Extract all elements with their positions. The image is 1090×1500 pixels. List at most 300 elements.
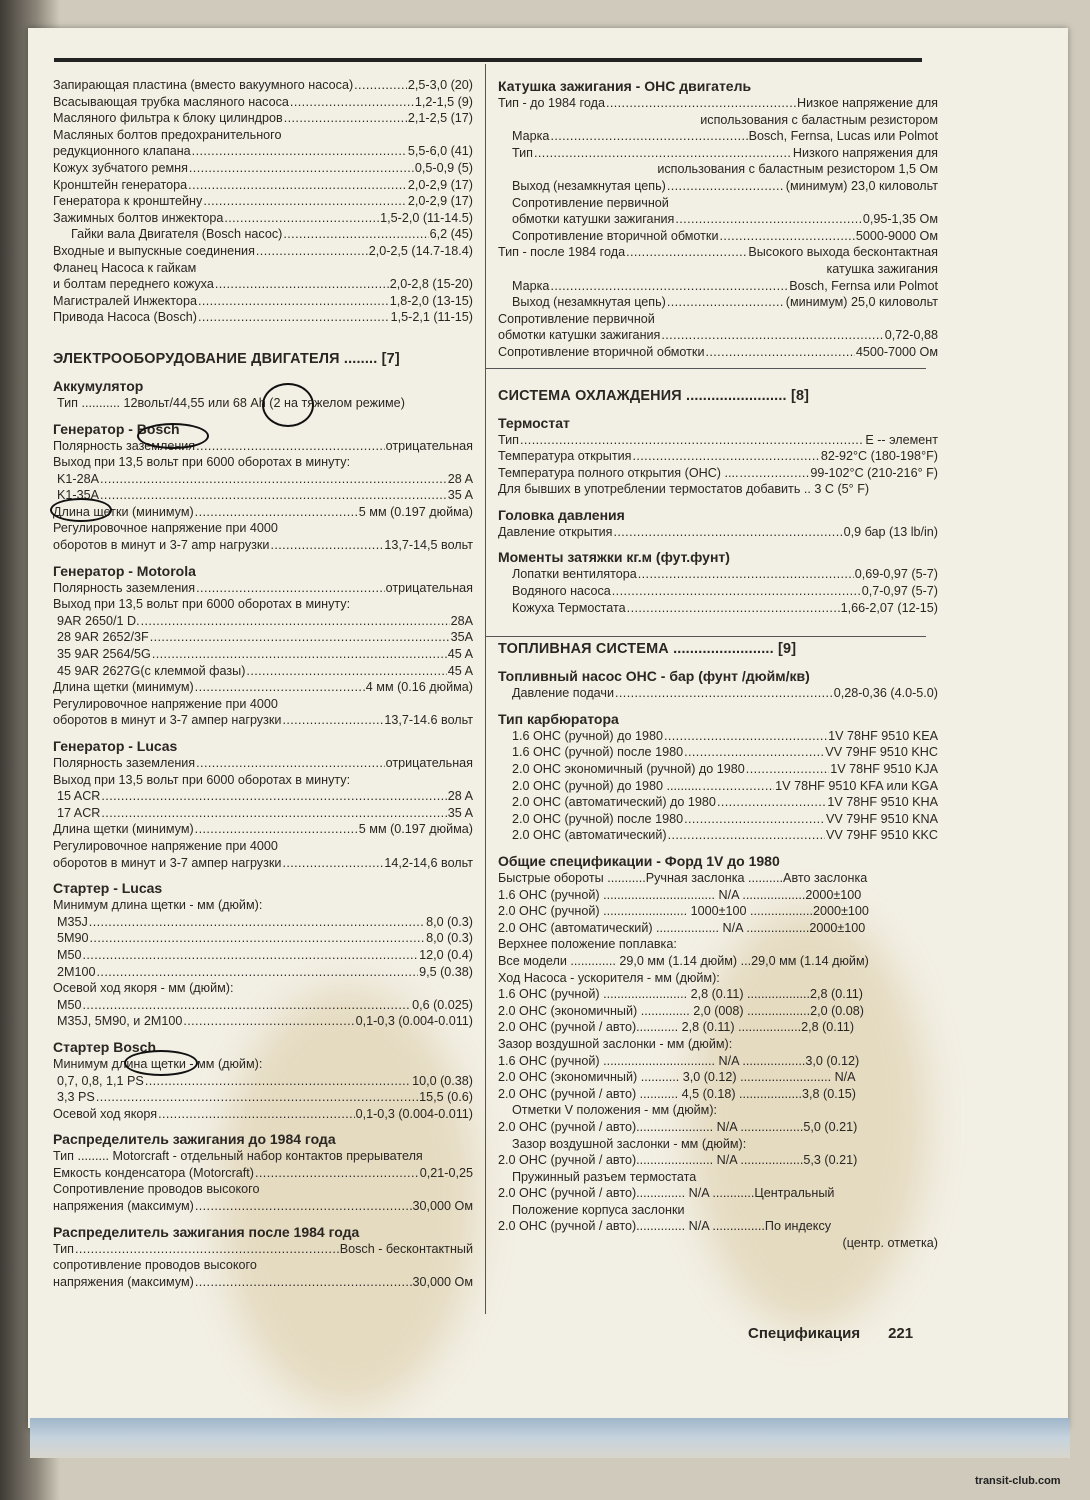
spec-label: оборотов в минут и 3-7 ампер нагрузки [53,855,282,870]
dot-leader [550,278,788,295]
right-column [498,73,938,1260]
spec-label: Осевой ход якоря [53,1106,158,1121]
spec-row [498,465,938,482]
ignition-coil-section [498,77,938,361]
spec-label: Тип [498,432,519,447]
spec-text: Сопротивление первичной [498,311,655,326]
spec-text: Минимум длина щетки - мм (дюйм): [53,898,263,913]
spec-text: 2.0 ОНС (ручной / авто).............. N/A ...............По индексу [498,1219,832,1234]
spec-text: Все модели ............. 29,0 мм (1.14 дюйм) ...29,0 мм (1.14 дюйм) [498,953,869,968]
spec-value: отрицательная [385,438,473,453]
footer-title: Спецификация [748,1325,861,1342]
spec-value: 0,69-0,97 (5-7) [854,567,938,582]
spec-value: Bosch, Fernsa или Polmot [789,278,938,293]
dot-leader [196,755,384,772]
dot-leader [613,524,842,541]
starter-bosch-section [53,1038,473,1122]
spec-text: Сопротивление проводов высокого [53,1182,260,1197]
spec-label: Тип - до 1984 года [498,96,605,110]
spec-row [53,177,473,194]
spec-value: 6,2 (45) [429,227,473,242]
top-rule [54,58,922,62]
spec-value: 4 мм (0.16 дюйма) [365,680,473,695]
spec-label: 35 9AR 2564/5G [57,647,151,662]
spec-label: Привода Насоса (Bosch) [53,310,197,325]
dot-leader [717,794,826,811]
spec-value: 2,0-2,8 (15-20) [389,277,473,292]
spec-text: Регулировочное напряжение при 4000 [53,521,278,536]
page-footer [748,1325,913,1342]
spec-label: Магистралей Инжектора [53,293,197,308]
spec-row [53,276,473,293]
spec-label: Тип - после 1984 года [498,245,626,260]
spec-label: Длина щетки (минимум) [53,504,194,519]
spec-value: 45 A [447,647,473,662]
spec-text: Фланец Насоса к гайкам [53,260,197,275]
dot-leader [534,145,792,162]
spec-label: оборотов в минут и 3-7 amp нагрузки [53,538,270,553]
dot-leader [638,566,854,583]
spec-label: Емкость конденсатора (Motorcraft) [53,1165,254,1180]
dot-leader [158,1106,355,1123]
spec-value: 1,5-2,1 (11-15) [390,310,473,325]
spec-label: Полярность заземления [53,756,196,770]
battery-section [53,377,473,412]
spec-value: 0,7-0,97 (5-7) [861,584,938,599]
spec-row [498,744,938,761]
spec-text: Ход Насоса - ускорителя - мм (дюйм): [498,970,720,985]
dot-leader [612,583,861,600]
spec-row [53,1165,473,1182]
dot-leader [684,811,825,828]
section-rule [486,636,926,637]
spec-label: Длина щетки (минимум) [53,680,194,695]
dot-leader [256,243,368,260]
spec-label: Гайки вала Двигателя (Bosch насос) [71,227,283,242]
spec-label: Масляного фильтра к блоку цилиндров [53,111,283,126]
spec-label: M50 [57,947,82,962]
dot-leader [100,487,447,504]
spec-label: Выход (незамкнутая цепь) [512,178,666,193]
spec-label: 28 9AR 2652/3F [57,630,149,645]
spec-value: 12,0 (0.4) [419,947,473,962]
spec-row [53,805,473,822]
spec-label: Кожуха Термостата [512,600,626,615]
spec-label: 45 9AR 2627G(с клеммой фазы) [57,663,246,678]
spec-text: Зазор воздушной заслонки - мм (дюйм): [498,1036,733,1051]
spec-row [498,278,938,295]
spec-label: напряжения (максимум) [53,1274,194,1289]
section-rule [486,368,926,369]
spec-value: 0,9 бар (13 lb/in) [843,524,938,539]
spec-row [53,1073,473,1090]
spec-value: 1V 78HF 9510 KHA [827,795,938,810]
spec-text: Положение корпуса заслонки [512,1202,685,1217]
spec-label: Запирающая пластина (вместо вакуумного насоса) [53,78,354,92]
left-column [53,77,473,1298]
spec-label: Входные и выпускные соединения [53,243,255,258]
spec-label: K1-35A [57,488,100,503]
spec-value: 5,5-6,0 (41) [407,144,473,159]
spec-text: Отметки V положения - мм (дюйм): [512,1103,718,1118]
spec-label: обмотки катушки зажигания [512,212,675,227]
spec-row [53,1274,473,1291]
spec-row [53,293,473,310]
spec-row [53,997,473,1014]
dot-leader [606,95,796,112]
spec-row [53,110,473,127]
spec-row [53,821,473,838]
spec-text: Регулировочное напряжение при 4000 [53,696,278,711]
spec-value: 1V 78HF 9510 KFA или KGA [775,778,938,793]
spec-label: редукционного клапана [53,144,191,159]
spec-row [53,210,473,227]
spec-value: Низкого напряжения для [792,145,938,160]
spec-text: 2.0 ОНС (автоматический) .................. N/A ..................2000±100 [498,920,866,935]
spec-label: Температура открытия [498,449,632,464]
section-title: Генератор - Lucas [53,738,178,754]
spec-row [498,128,938,145]
spec-value: 0,5-0,9 (5) [414,160,473,175]
dot-leader [195,821,358,838]
dot-leader [255,1165,419,1182]
dot-leader [626,244,747,261]
section-title: Стартер - Lucas [53,880,163,897]
starter-lucas-section [53,879,473,1030]
spec-value: 0,1-0,3 (0.004-0.011) [355,1106,473,1121]
dot-leader [198,293,389,310]
dot-leader [203,193,407,210]
spec-value: 1,5-2,0 (11-14.5) [380,210,473,225]
thermostat-section [498,414,938,498]
spec-row [53,309,473,326]
spec-row [53,94,473,111]
spec-label: 2.0 ОНС (ручной) до 1980 .......... [512,778,702,793]
spec-value: 28 A [447,471,473,486]
spec-value: 2,0-2,5 (14.7-18.4) [368,243,473,258]
dot-leader [195,1274,412,1291]
spec-value: 14,2-14,6 вольт [384,855,473,870]
dot-leader [740,465,810,482]
section-title: Распределитель зажигания до 1984 года [53,1131,336,1148]
spec-text: Пружинный разъем термостата [512,1169,697,1184]
dot-leader [89,914,425,931]
dot-leader [664,728,827,745]
spec-value: 1,66-2,07 (12-15) [840,600,938,615]
dot-leader [520,432,864,449]
dot-leader [668,827,825,844]
spec-label: 9AR 2650/1 D. [57,613,140,628]
cooling-torque-section [498,548,938,616]
spec-label: Сопротивление вторичной обмотки [498,344,705,359]
spec-text: Для бывших в употреблении термостатов добавить .. 3 C (5° F) [498,482,870,497]
spec-value: 2,0-2,9 (17) [407,194,473,209]
spec-text: 2.0 ОНС (ручной) ........................ 1000±100 ..................2000±100 [498,904,869,919]
spec-row [498,778,938,795]
dot-leader [90,930,426,947]
spec-label: 2M100 [57,964,96,979]
dot-leader [195,679,365,696]
dot-leader [195,1198,412,1215]
fuel-pump-section [498,667,938,702]
spec-text: (центр. отметка) [842,1236,938,1251]
dot-leader [83,947,419,964]
dot-leader [195,504,358,521]
spec-label: M35J [57,914,88,929]
spec-label: 5M90 [57,931,89,946]
column-divider [485,64,486,1314]
dot-leader [192,143,407,160]
dot-leader [198,309,390,326]
spec-label: M35J, 5M90, и 2M100 [57,1014,183,1029]
dot-leader [97,964,419,981]
dot-leader [667,294,785,311]
dot-leader [101,805,446,822]
spec-label: Марка [512,129,550,144]
spec-value: Высокого выхода бесконтактная [748,245,938,260]
section-title: Генератор - Motorola [53,562,196,579]
spec-value: Низкое напряжение для [797,96,938,110]
section-heading-electrical: ЭЛЕКТРООБОРУДОВАНИЕ ДВИГАТЕЛЯ ........ [7] [53,350,400,367]
spec-label: 3,3 PS [57,1090,95,1105]
spec-row [53,712,473,729]
spec-row [53,580,473,597]
spec-value: отрицательная [385,756,473,770]
generator-bosch-section [53,420,473,554]
section-title: Стартер Bosch [53,1038,156,1055]
spec-value: 0,72-0,88 [884,328,938,343]
spec-row [53,646,473,663]
spec-value: отрицательная [385,580,473,595]
dot-leader [96,1089,418,1106]
spec-row [498,145,938,162]
spec-label: K1-28A [57,471,100,486]
spec-value: 99-102°C (210-216° F) [810,465,938,480]
spec-value: 15,5 (0.6) [419,1090,473,1105]
dot-leader [661,327,883,344]
watermark: transit-club.com [975,1475,1061,1487]
spec-row [498,811,938,828]
spec-row [498,178,938,195]
dot-leader [150,629,450,646]
spec-value: 13,7-14,5 вольт [384,538,473,553]
spec-value: 30,000 Ом [412,1274,473,1289]
spec-label: Генератора к кронштейну [53,194,203,209]
spec-label: 1.6 ОНС (ручной) до 1980 [512,728,663,743]
spec-value: 2,1-2,5 (17) [407,111,473,126]
dot-leader [746,761,829,778]
spec-value: 1V 78HF 9510 KEA [828,728,938,743]
section-title: Катушка зажигания - ОНС двигатель [498,78,752,94]
spec-row [53,663,473,680]
dot-leader [284,110,407,127]
distributor-post84-section [53,1223,473,1291]
spec-text: сопротивление проводов высокого [53,1258,257,1273]
spec-value: Bosch, Fernsa, Lucas или Polmot [748,129,938,144]
spec-row [53,1241,473,1258]
spec-text: Выход при 13,5 вольт при 6000 оборотах в минуту: [53,455,351,470]
dot-leader [270,537,383,554]
spec-row [498,794,938,811]
spec-label: Полярность заземления [53,580,196,595]
spec-value: 28 A [447,789,473,804]
spec-value: 1,8-2,0 (13-15) [389,293,473,308]
dot-leader [141,613,450,630]
dot-leader [282,855,383,872]
spec-label: напряжения (максимум) [53,1199,194,1214]
dot-leader [615,685,833,702]
dot-leader [667,178,785,195]
spec-row [53,914,473,931]
spec-row [53,855,473,872]
spec-value: 2,0-2,9 (17) [407,177,473,192]
distributor-pre84-section [53,1130,473,1214]
spec-row [498,600,938,617]
spec-value: 30,000 Ом [412,1199,473,1214]
spec-value: 1V 78HF 9510 KJA [830,762,938,777]
spec-value: 4500-7000 Ом [855,344,938,359]
spec-value: 35A [450,630,473,645]
spec-row [53,613,473,630]
section-title: Головка давления [498,506,625,523]
generator-lucas-section [53,737,473,871]
spec-text: Сопротивление первичной [512,195,669,210]
dot-leader [246,663,446,680]
section-title: Моменты затяжки кг.м (фут.фунт) [498,549,730,566]
spec-value: 5 мм (0.197 дюйма) [358,822,473,837]
spec-row [53,471,473,488]
spec-text: Тип ........... 12вольт/44,55 или 68 Ah (2 на тяжелом режиме) [57,395,405,410]
spec-text: 2.0 ОНС (ручной / авто) ........... 4,5 (0.18) ..................3,8 (0.15) [498,1086,856,1101]
spec-row [498,827,938,844]
spec-label: и болтам переднего кожуха [53,277,214,292]
spec-text: использования с баластным резистором [700,112,938,127]
spec-text: 2.0 ОНС (экономичный) .............. 2,0 (008) ..................2,0 (0.08) [498,1003,864,1018]
section-title: Аккумулятор [53,377,144,394]
spec-row [53,1013,473,1030]
spec-label: 2.0 ОНС (ручной) после 1980 [512,811,684,826]
dot-leader [282,712,383,729]
spec-value: (минимум) 23,0 киловольт [785,178,938,193]
spec-row [53,438,473,455]
spec-label: Длина щетки (минимум) [53,822,194,837]
spec-row [498,211,938,228]
spec-value: 0,6 (0.025) [412,997,473,1012]
spec-label: Выход (незамкнутая цепь) [512,295,666,310]
spec-label: обмотки катушки зажигания [498,328,661,343]
spec-text: Зазор воздушной заслонки - мм (дюйм): [512,1136,747,1151]
spec-value: VV 79HF 9510 KHC [825,745,938,760]
spec-row [498,685,938,702]
spec-text: Быстрые обороты ...........Ручная заслонка ..........Авто заслонка [498,871,868,885]
spec-text: Минимум длина щетки - мм (дюйм): [53,1056,263,1071]
torque-continued-section [53,77,473,326]
spec-text: 2.0 ОНС (ручной / авто)...................... N/A ..................5,0 (0.21) [498,1119,858,1134]
dot-leader [75,1241,339,1258]
spec-text: 1.6 ОНС (ручной) ................................ N/A ..................3,0 (0.12) [498,1053,860,1068]
dot-leader [183,1013,354,1030]
spec-value: 0,21-0,25 [419,1165,473,1180]
spec-row [53,226,473,243]
spec-label: Всасывающая трубка масляного насоса [53,94,289,109]
spec-text: Верхнее положение поплавка: [498,937,677,952]
spec-value: Bosch - бесконтактный [339,1241,473,1256]
spec-row [53,193,473,210]
general-specs-section [498,852,938,1252]
generator-motorola-section [53,562,473,729]
spec-text: Осевой ход якоря - мм (дюйм): [53,981,234,996]
spec-row [498,344,938,361]
spec-text: 2.0 ОНС (ручной / авто).............. N/A ............Центральный [498,1186,835,1201]
spec-value: 35 A [447,488,473,503]
spec-label: 0,7, 0,8, 1,1 PS [57,1073,144,1088]
spec-value: 1,2-1,5 (9) [414,94,473,109]
spec-row [498,228,938,245]
spec-value: 0,28-0,36 (4.0-5.0) [833,686,938,701]
dot-leader [675,211,861,228]
page-number: 221 [888,1325,914,1342]
spec-value: 2,5-3,0 (20) [407,78,473,92]
spec-label: 15 ACR [57,789,101,804]
dot-leader [702,778,774,795]
section-title: Распределитель зажигания после 1984 года [53,1223,360,1240]
spec-label: Лопатки вентилятора [512,567,637,582]
spec-row [498,728,938,745]
section-heading-fuel: ТОПЛИВНАЯ СИСТЕМА ........................ [9] [498,641,797,658]
spec-text: использования с баластным резистором 1,5 Ом [657,162,938,177]
spec-value: 5 мм (0.197 дюйма) [358,504,473,519]
dot-leader [632,448,819,465]
spec-row [53,788,473,805]
spec-row [53,77,473,94]
spec-value: E -- элемент [865,432,938,447]
spec-text: Выход при 13,5 вольт при 6000 оборотах в минуту: [53,597,351,612]
spec-label: Температура полного открытия (ОНС) .... [498,465,739,480]
spec-label: Давление открытия [498,524,613,539]
spec-row [53,1106,473,1123]
spec-label: 2.0 ОНС (автоматический) до 1980 [512,795,716,810]
spec-label: Кожух зубчатого ремня [53,160,188,175]
spec-row [498,294,938,311]
dot-leader [684,744,824,761]
spec-row [498,524,938,541]
spec-row [53,1198,473,1215]
spec-label: 17 ACR [57,805,101,820]
dot-leader [101,788,446,805]
spec-row [53,243,473,260]
spec-row [53,930,473,947]
dot-leader [196,438,384,455]
dot-leader [283,226,428,243]
spec-value: 0,1-0,3 (0.004-0.011) [355,1014,473,1029]
spec-label: Тип [53,1241,74,1256]
section-title: Тип карбюратора [498,710,619,727]
spec-label: Водяного насоса [512,584,611,599]
spec-row [498,566,938,583]
section-title: Термостат [498,414,570,431]
spec-value: 9,5 (0.38) [419,964,473,979]
spec-value: 5000-9000 Ом [855,228,938,243]
spec-label: Зажимных болтов инжектора [53,210,224,225]
dot-leader [196,580,384,597]
spec-value: 13,7-14.6 вольт [384,713,473,728]
spec-row [53,504,473,521]
pressure-cap-section [498,506,938,541]
spec-row [498,244,938,261]
spec-row [53,537,473,554]
section-title: Генератор - Bosch [53,420,180,437]
dot-leader [100,471,447,488]
